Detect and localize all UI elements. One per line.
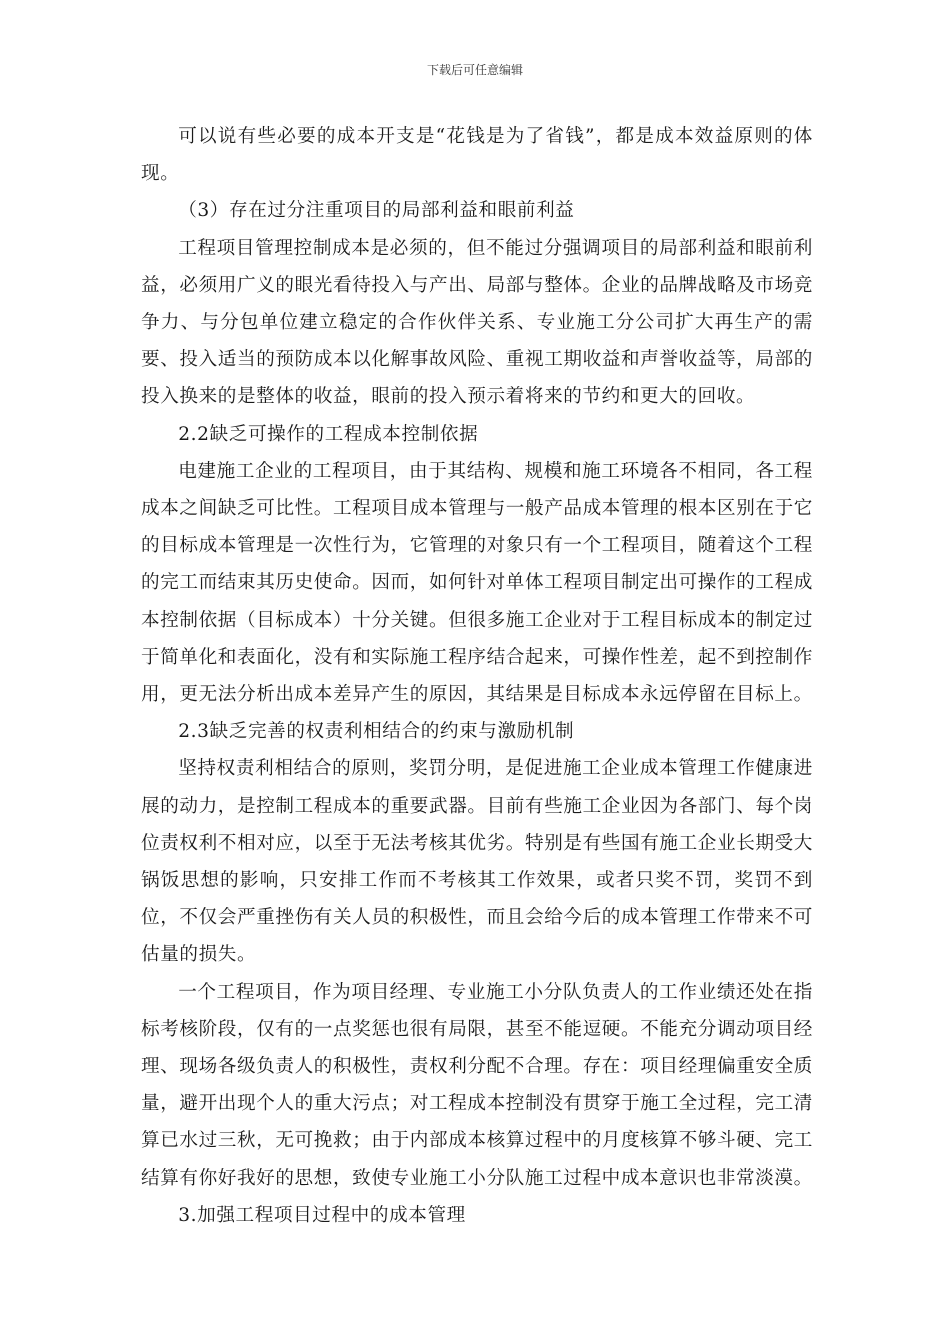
section-heading: 2.3缺乏完善的权责利相结合的约束与激励机制 (178, 721, 575, 743)
paragraph: 一个工程项目，作为项目经理、专业施工小分队负责人的工作业绩还处在指标考核阶段，仅有的一点奖惩也很有局限，甚至不能逗硬。不能充分调动项目经理、现场各级负责人的积极性，责权利分配不合理。存在：项目经理偏重安全质量，避开出现个人的重大污点；对工程成本控制没有贯穿于施工全过程，完工清算已水过三秋，无可挽救；由于内部成本核算过程中的月度核算不够斗硬、完工结算有你好我好的思想，致使专业施工小分队施工过程中成本意识也非常淡漠。 (141, 981, 813, 1189)
paragraph: 电建施工企业的工程项目，由于其结构、规模和施工环境各不相同，各工程成本之间缺乏可比性。工程项目成本管理与一般产品成本管理的根本区别在于它的目标成本管理是一次性行为，它管理的对象只有一个工程项目，随着这个工程的完工而结束其历史使命。因而，如何针对单体工程项目制定出可操作的工程成本控制依据（目标成本）十分关键。但很多施工企业对于工程目标成本的制定过于简单化和表面化，没有和实际施工程序结合起来，可操作性差，起不到控制作用，更无法分析出成本差异产生的原因，其结果是目标成本永远停留在目标上。 (141, 460, 813, 706)
paragraph: 坚持权责利相结合的原则，奖罚分明，是促进施工企业成本管理工作健康进展的动力，是控制工程成本的重要武器。目前有些施工企业因为各部门、每个岗位责权利不相对应，以至于无法考核其优劣。特别是有些国有施工企业长期受大锅饭思想的影响，只安排工作而不考核其工作效果，或者只奖不罚，奖罚不到位，不仅会严重挫伤有关人员的积极性，而且会给今后的成本管理工作带来不可估量的损失。 (141, 758, 813, 966)
paragraph: 工程项目管理控制成本是必须的，但不能过分强调项目的局部利益和眼前利益，必须用广义的眼光看待投入与产出、局部与整体。企业的品牌战略及市场竞争力、与分包单位建立稳定的合作伙伴关系、专业施工分公司扩大再生产的需要、投入适当的预防成本以化解事故风险、重视工期收益和声誉收益等，局部的投入换来的是整体的收益，眼前的投入预示着将来的节约和更大的回收。 (141, 237, 813, 408)
section-heading: （3）存在过分注重项目的局部利益和眼前利益 (178, 200, 575, 222)
document-body (141, 118, 813, 1234)
section-heading: 3.加强工程项目过程中的成本管理 (178, 1204, 466, 1226)
page-header-note: 下载后可任意编辑 (426, 63, 523, 77)
paragraph: 可以说有些必要的成本开支是“花钱是为了省钱”，都是成本效益原则的体现。 (141, 126, 813, 185)
section-heading: 2.2缺乏可操作的工程成本控制依据 (178, 423, 479, 445)
